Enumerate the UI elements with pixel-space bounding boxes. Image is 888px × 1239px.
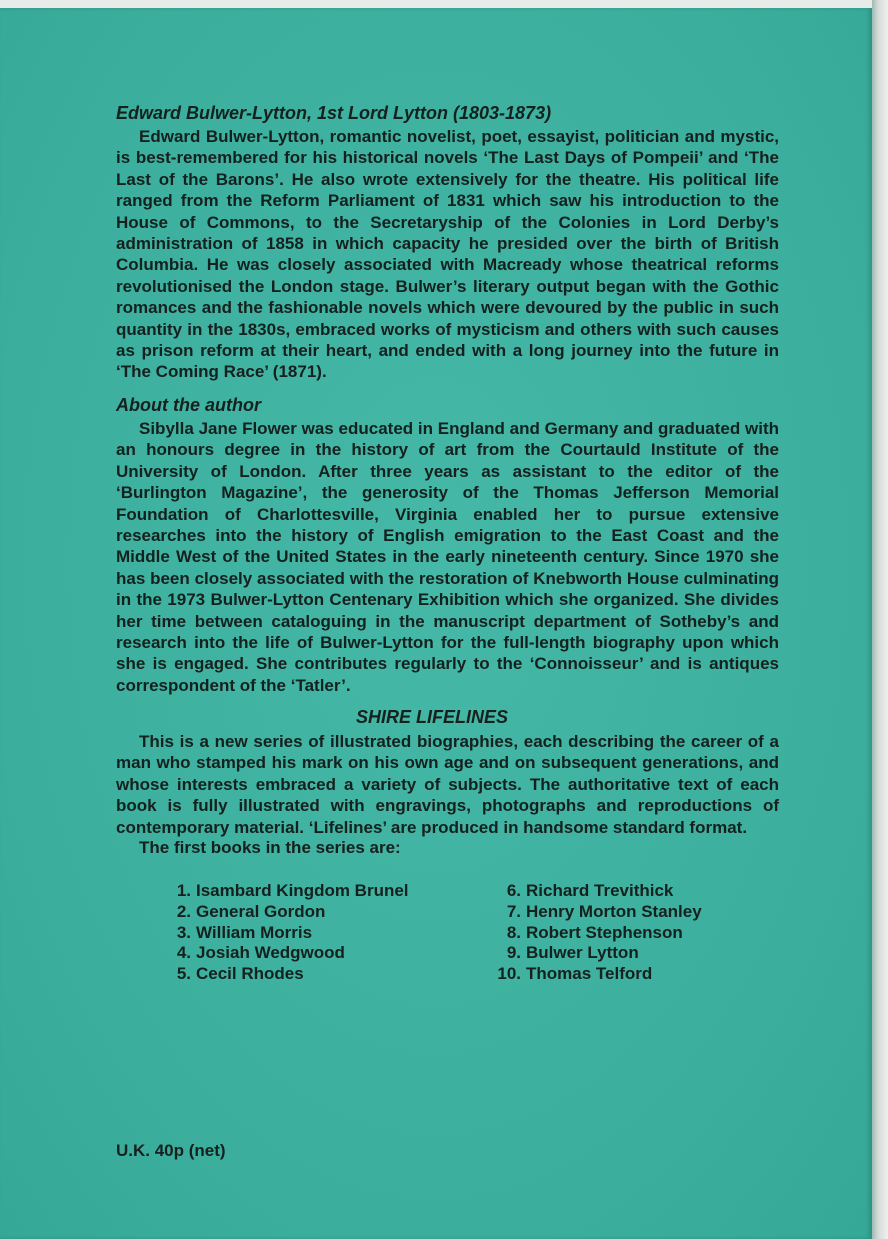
price-label: U.K. 40p (net) (116, 1141, 226, 1160)
list-item-title: Henry Morton Stanley (526, 901, 702, 921)
list-item-number: 2. (176, 901, 191, 921)
book-list-left (176, 881, 409, 985)
author-paragraph: Sibylla Jane Flower was educated in England and Germany and graduated with an honours degree in the history of art from the Courtauld Institute of the University of London. After three years as assistant to the editor of the ‘Burlington Magazine’, the generosity of the Thomas Jefferson Memorial Foundation of Charlottesville, Virginia enabled her to pursue extensive researches into the history of English emigration to the East Coast and the Middle West of the United States in the early nineteenth century. Since 1970 she has been closely associated with the restoration of Knebworth House culminating in the 1973 Bulwer-Lytton Centenary Exhibition which she organized. She divides her time between cataloguing in the manuscript department of Sotheby’s and research into the life of Bulwer-Lytton for the full-length biography upon which she is engaged. She contributes regularly to the ‘Connoisseur’ and is antiques correspondent of the ‘Tatler’. (116, 419, 779, 695)
list-item-title: Robert Stephenson (526, 922, 683, 942)
list-item (176, 923, 409, 944)
list-item-title: General Gordon (196, 901, 326, 921)
list-item-number: 3. (176, 922, 191, 942)
list-item-title: Josiah Wedgwood (196, 943, 345, 963)
list-item-title: Thomas Telford (526, 964, 653, 984)
list-item-title: Bulwer Lytton (526, 943, 639, 963)
list-item (494, 964, 702, 985)
list-item-number: 8. (506, 922, 521, 942)
list-item (176, 964, 409, 985)
author-heading: About the author (116, 395, 261, 415)
list-item (176, 902, 409, 923)
list-item-number: 10. (497, 964, 521, 984)
list-item-number: 4. (176, 943, 191, 963)
list-item-title: Richard Trevithick (526, 881, 674, 900)
list-item-number: 7. (506, 901, 521, 921)
list-item-number: 1. (176, 881, 191, 900)
list-item-number: 5. (176, 964, 191, 984)
list-item (494, 902, 702, 923)
series-heading: SHIRE LIFELINES (356, 707, 509, 727)
list-item-number: 6. (506, 881, 521, 900)
list-item (176, 943, 409, 964)
list-item (494, 923, 702, 944)
list-item (494, 943, 702, 964)
list-item-title: Isambard Kingdom Brunel (196, 881, 409, 900)
bio-heading: Edward Bulwer-Lytton, 1st Lord Lytton (1803-1873) (116, 103, 552, 123)
list-item-number: 9. (506, 943, 521, 963)
bio-paragraph: Edward Bulwer-Lytton, romantic novelist, poet, essayist, politician and mystic, is best-remembered for his historical novels ‘The Last Days of Pompeii’ and ‘The Last of the Barons’. He also wrote extensively for the theatre. His political life ranged from the Reform Parliament of 1831 which saw his introduction to the House of Commons, to the Secretaryship of the Colonies in Lord Derby’s administration of 1858 in which capacity he presided over the birth of British Columbia. He was closely associated with Macready whose theatrical reforms revolutionised the London stage. Bulwer’s literary output began with the Gothic romances and the fashionable novels which were devoured by the public in such quantity in the 1830s, embraced works of mysticism and others with such causes as prison reform at their heart, and ended with a long journey into the future in ‘The Coming Race’ (1871). (116, 127, 779, 382)
list-item-title: Cecil Rhodes (196, 964, 304, 984)
series-paragraph: This is a new series of illustrated biographies, each describing the career of a man who stamped his mark on his own age and on subsequent generations, and whose interests embraced a variety of subjects. The authoritative text of each book is fully illustrated with engravings, photographs and reproductions of contemporary material. ‘Lifelines’ are produced in handsome standard format. (116, 732, 779, 837)
list-item (494, 881, 702, 902)
list-item-title: William Morris (196, 922, 313, 942)
cover-edge (872, 0, 888, 1239)
book-back-cover (0, 8, 872, 1239)
book-list-right (494, 881, 702, 985)
list-item (176, 881, 409, 902)
series-intro: The first books in the series are: (139, 838, 401, 857)
